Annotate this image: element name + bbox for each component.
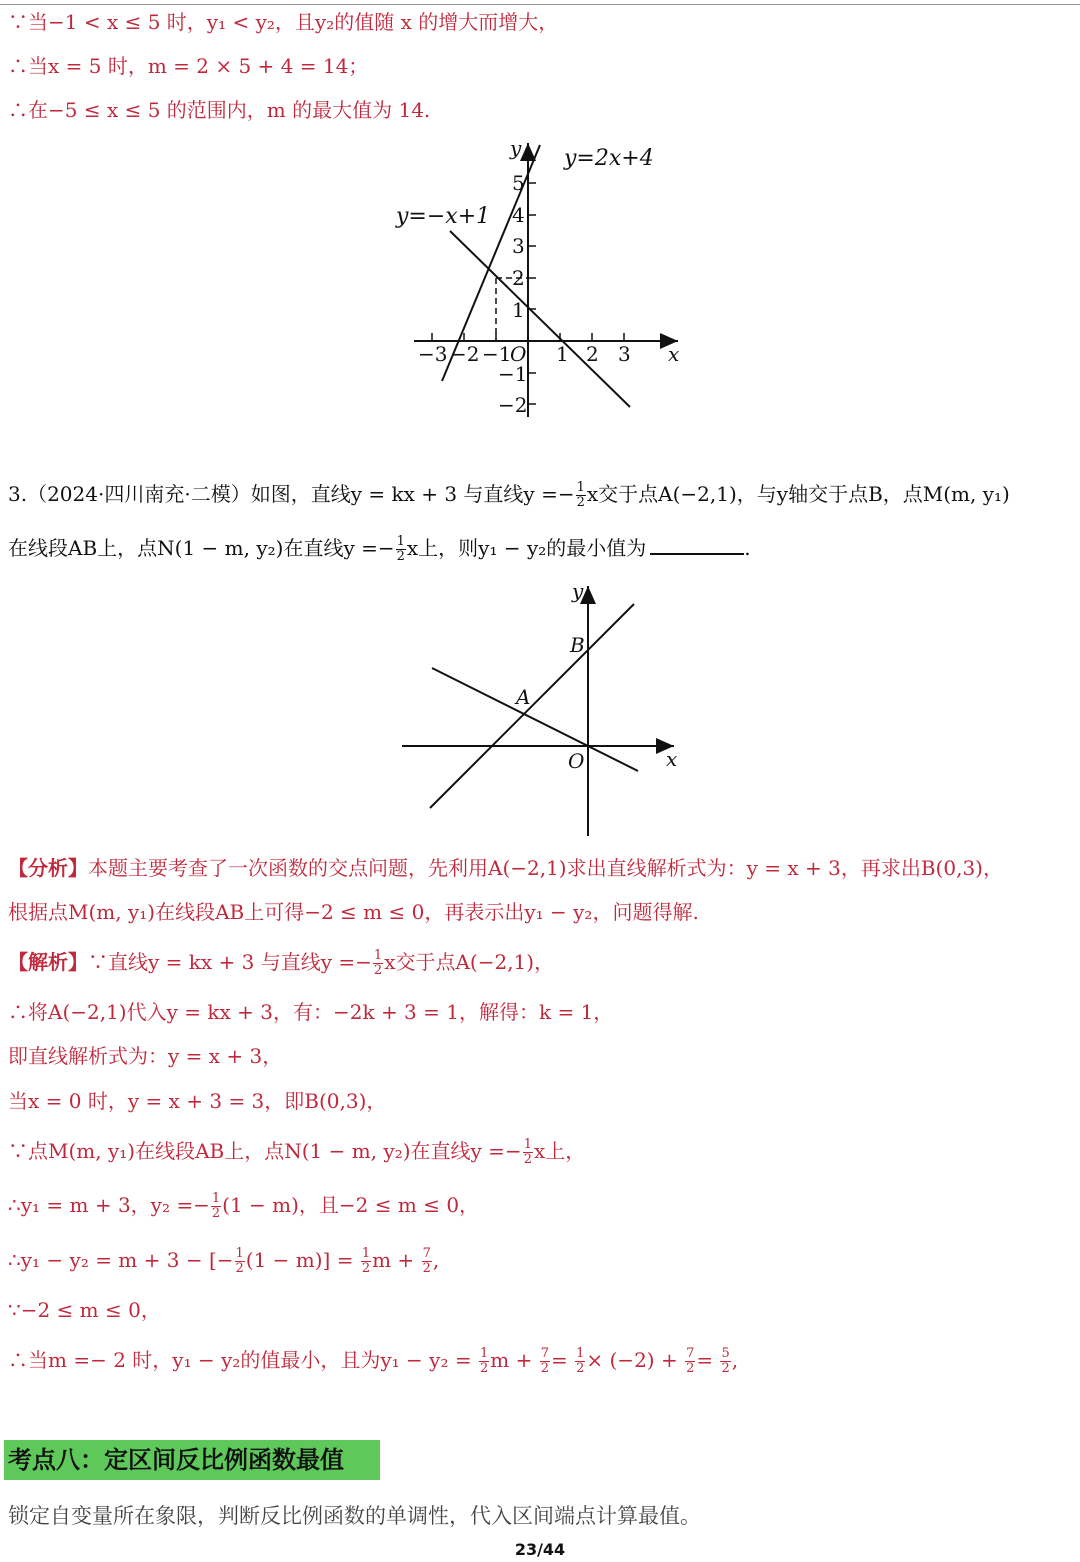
solution-line-8: ∵−2 ≤ m ≤ 0， — [8, 1298, 161, 1322]
graph1-xtick-neg2: −2 — [450, 342, 480, 366]
analysis-line-2: 根据点M(m, y₁)在线段AB上可得−2 ≤ m ≤ 0，再表示出y₁ − y₂，问题得解. — [8, 900, 699, 924]
prev-solution-line-2: ∴当x = 5 时，m = 2 × 5 + 4 = 14； — [8, 54, 369, 78]
problem-line-1: 3.（2024·四川南充·二模）如图，直线y = kx + 3 与直线y =− $\frac{1}{2}$ x交于点A(−2,1)，与y轴交于点B，点M(m, y₁) — [8, 480, 1010, 510]
fraction: $\frac{1}{2}$ — [373, 948, 383, 978]
section-heading: 考点八：定区间反比例函数最值 — [4, 1440, 380, 1480]
fraction: $\frac{7}{2}$ — [540, 1346, 549, 1376]
top-rule — [0, 4, 1080, 5]
graph-1 — [380, 135, 700, 425]
answer-blank[interactable] — [650, 535, 744, 555]
fraction: $\frac{1}{2}$ — [396, 534, 405, 564]
fraction: $\frac{1}{2}$ — [211, 1191, 221, 1221]
fraction: $\frac{7}{2}$ — [686, 1346, 695, 1376]
graph1-axis-x: x — [668, 342, 680, 366]
fraction: $\frac{1}{2}$ — [576, 1346, 585, 1376]
graph1-label-line1: y=2x+4 — [564, 146, 654, 171]
graph1-label-line2: y=−x+1 — [396, 204, 491, 229]
graph1-xtick-neg1: −1 — [482, 342, 512, 366]
graph1-xtick-neg3: −3 — [418, 342, 448, 366]
graph1-ytick-neg1: −1 — [498, 362, 528, 386]
graph1-ytick-2: 2 — [512, 266, 525, 290]
solution-line-5: ∵点M(m, y₁)在线段AB上，点N(1 − m, y₂)在直线y =− $\frac{1}{2}$ x上， — [8, 1137, 586, 1167]
solution-line-6: ∴y₁ = m + 3，y₂ =− $\frac{1}{2}$ (1 − m)，且−2 ≤ m ≤ 0， — [8, 1191, 480, 1221]
graph2-origin: O — [568, 749, 585, 773]
fraction: $\frac{1}{2}$ — [523, 1137, 532, 1167]
analysis-tag: 【分析】 — [8, 856, 88, 880]
page-number: 23/44 — [514, 1540, 566, 1559]
graph2-point-A: A — [516, 685, 531, 709]
fraction: $\frac{1}{2}$ — [576, 480, 585, 510]
fraction: $\frac{1}{2}$ — [235, 1246, 244, 1276]
graph1-ytick-5: 5 — [512, 171, 525, 195]
graph2-axis-y: y — [572, 580, 584, 603]
graph2-point-B: B — [570, 633, 585, 657]
prev-solution-line-1: ∵当−1 < x ≤ 5 时，y₁ < y₂，且y₂的值随 x 的增大而增大， — [8, 10, 559, 34]
solution-line-3: 即直线解析式为：y = x + 3， — [8, 1044, 283, 1068]
graph1-line-neg-x-plus-1 — [450, 231, 630, 407]
graph1-origin: O — [510, 342, 527, 366]
graph-2 — [398, 580, 688, 840]
problem-line-2: 在线段AB上，点N(1 − m, y₂)在直线y =− $\frac{1}{2}$ x上，则y₁ − y₂的最小值为 . — [8, 534, 751, 564]
fraction: $\frac{1}{2}$ — [361, 1246, 371, 1276]
section-description: 锁定自变量所在象限，判断反比例函数的单调性，代入区间端点计算最值。 — [8, 1504, 701, 1528]
fraction: $\frac{1}{2}$ — [479, 1346, 489, 1376]
graph1-xtick-3: 3 — [618, 342, 631, 366]
graph1-xtick-2: 2 — [586, 342, 599, 366]
graph2-line-through-B — [430, 604, 634, 808]
solution-tag: 【解析】 — [8, 950, 88, 974]
graph1-axis-y: y — [510, 136, 522, 160]
graph1-xtick-1: 1 — [556, 342, 569, 366]
graph1-ytick-3: 3 — [512, 234, 525, 258]
fraction: $\frac{7}{2}$ — [422, 1246, 431, 1276]
graph2-axis-x: x — [666, 747, 678, 771]
solution-line-2: ∴将A(−2,1)代入y = kx + 3，有：−2k + 3 = 1，解得：k = 1， — [8, 1000, 614, 1024]
solution-line-1: 【解析】∵直线y = kx + 3 与直线y =− $\frac{1}{2}$ x交于点A(−2,1)， — [8, 948, 555, 978]
solution-line-7: ∴y₁ − y₂ = m + 3 − [− $\frac{1}{2}$ (1 − m)] = $\frac{1}{2}$ m + $\frac{7}{2}$ , — [8, 1246, 440, 1276]
graph1-ytick-4: 4 — [512, 203, 525, 227]
solution-line-4: 当x = 0 时，y = x + 3 = 3，即B(0,3)， — [8, 1089, 387, 1113]
fraction: $\frac{5}{2}$ — [721, 1346, 730, 1376]
graph1-ytick-1: 1 — [512, 298, 525, 322]
prev-solution-line-3: ∴在−5 ≤ x ≤ 5 的范围内，m 的最大值为 14. — [8, 98, 431, 122]
analysis-line-1: 【分析】本题主要考查了一次函数的交点问题，先利用A(−2,1)求出直线解析式为：y = x + 3，再求出B(0,3)， — [8, 856, 1003, 880]
graph1-ytick-neg2: −2 — [498, 393, 528, 417]
graph2-line-through-O — [432, 668, 638, 771]
solution-line-9: ∴当m =− 2 时，y₁ − y₂的值最小，且为y₁ − y₂ = $\frac{1}{2}$ m + $\frac{7}{2}$ = $\frac{1}{2}$ × (−2) + $\frac{7}{2}$ = $\frac{5}{2}$ , — [8, 1346, 739, 1376]
